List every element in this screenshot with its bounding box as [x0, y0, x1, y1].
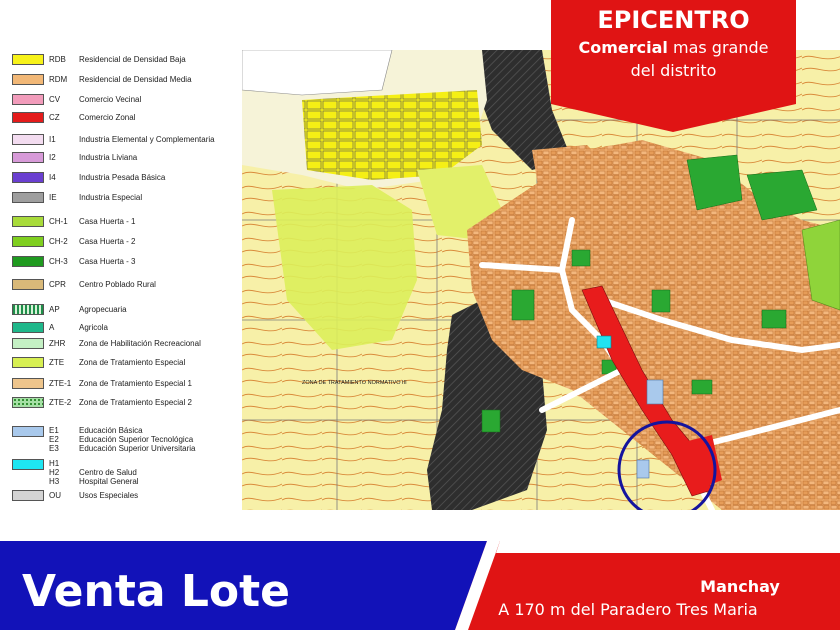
legend-label: Centro Poblado Rural [79, 280, 156, 289]
legend-label: Industria Elemental y Complementaria [79, 135, 215, 144]
legend-swatch [12, 152, 44, 163]
legend-codes [49, 113, 79, 122]
legend-label: Centro de Salud [79, 468, 137, 477]
epicentro-callout [551, 0, 796, 132]
legend-labels [79, 153, 137, 162]
legend-labels [79, 193, 142, 202]
legend-label: Comercio Vecinal [79, 95, 142, 104]
legend-codes [49, 173, 79, 182]
legend-label: Educación Superior Tecnológica [79, 435, 194, 444]
legend-label: Zona de Habilitación Recreacional [79, 339, 201, 348]
legend-code: RDB [49, 55, 66, 64]
legend-code: ZTE-1 [49, 379, 72, 388]
callout-title: EPICENTRO [597, 6, 750, 34]
legend-code: A [49, 323, 55, 332]
legend-codes [49, 459, 79, 486]
legend-swatch [12, 172, 44, 183]
legend-labels [79, 339, 201, 348]
legend-item [12, 378, 192, 389]
legend-label: Educación Superior Universitaria [79, 444, 196, 453]
legend-codes [49, 323, 79, 332]
legend-item [12, 74, 192, 85]
legend-labels [79, 358, 185, 367]
legend-item [12, 152, 137, 163]
legend-code: E2 [49, 435, 59, 444]
callout-line1-rest: mas grande [667, 38, 769, 57]
legend-code: H3 [49, 477, 60, 486]
legend-swatch [12, 192, 44, 203]
legend-code: E1 [49, 426, 59, 435]
legend-labels [79, 75, 192, 84]
legend-labels [79, 257, 135, 266]
legend-labels [79, 95, 141, 104]
callout-line1 [551, 38, 796, 57]
legend-label: Zona de Tratamiento Especial [79, 358, 186, 367]
legend-item [12, 216, 135, 227]
legend-codes [49, 55, 79, 64]
legend-code: ZTE-2 [49, 398, 72, 407]
legend-codes [49, 339, 79, 348]
legend-codes [49, 135, 79, 144]
legend-item [12, 236, 135, 247]
legend-code: CH-2 [49, 237, 68, 246]
legend-label: Casa Huerta - 2 [79, 237, 136, 246]
legend-swatch [12, 112, 44, 123]
legend-labels [79, 379, 192, 388]
legend-code: CH-3 [49, 257, 68, 266]
legend-item [12, 459, 139, 486]
legend-item [12, 490, 138, 501]
legend-swatch [12, 378, 44, 389]
legend-swatch [12, 74, 44, 85]
legend-label: Zona de Tratamiento Especial 2 [79, 398, 192, 407]
legend-code: I1 [49, 135, 56, 144]
legend-item [12, 338, 201, 349]
legend-codes [49, 75, 79, 84]
legend-code: CPR [49, 280, 66, 289]
legend-codes [49, 153, 79, 162]
legend-code: H2 [49, 468, 60, 477]
legend-codes [49, 193, 79, 202]
legend-swatch [12, 397, 44, 408]
legend-swatch [12, 490, 44, 501]
legend-code: OU [49, 491, 61, 500]
legend-swatch [12, 338, 44, 349]
legend-label: Comercio Zonal [79, 113, 136, 122]
legend-swatch [12, 256, 44, 267]
legend-labels [79, 55, 186, 64]
legend-labels [79, 426, 196, 453]
legend-swatch [12, 426, 44, 437]
legend-label: Industria Especial [79, 193, 143, 202]
legend-labels [79, 280, 156, 289]
legend-code: IE [49, 193, 57, 202]
legend-labels [79, 398, 192, 407]
legend-swatch [12, 216, 44, 227]
legend-label: Educación Básica [79, 426, 143, 435]
legend-swatch [12, 459, 44, 470]
legend-labels [79, 135, 215, 144]
legend-codes [49, 491, 79, 500]
legend-code: E3 [49, 444, 59, 453]
legend-item [12, 192, 142, 203]
legend-label: Agropecuaria [79, 305, 127, 314]
legend-codes [49, 358, 79, 367]
legend-codes [49, 257, 79, 266]
legend-label: Zona de Tratamiento Especial 1 [79, 379, 192, 388]
legend-swatch [12, 236, 44, 247]
legend-swatch [12, 134, 44, 145]
legend-codes [49, 280, 79, 289]
legend-item [12, 357, 185, 368]
legend-swatch [12, 94, 44, 105]
legend-item [12, 94, 141, 105]
legend-code: H1 [49, 459, 60, 468]
legend-label: Agricola [79, 323, 108, 332]
legend-label: Residencial de Densidad Media [79, 75, 192, 84]
legend-label: Industria Pesada Básica [79, 173, 166, 182]
legend-item [12, 54, 186, 65]
legend-labels [79, 217, 135, 226]
zoning-legend [8, 48, 240, 518]
legend-item [12, 256, 135, 267]
legend-code: RDM [49, 75, 68, 84]
banner-title: Venta Lote [22, 566, 290, 617]
legend-labels [79, 113, 135, 122]
callout-line2: del distrito [630, 61, 717, 80]
legend-codes [49, 237, 79, 246]
legend-item [12, 322, 108, 333]
legend-labels [79, 491, 138, 500]
legend-labels [79, 305, 127, 314]
legend-code: ZHR [49, 339, 66, 348]
legend-swatch [12, 54, 44, 65]
legend-item [12, 112, 135, 123]
legend-code: I2 [49, 153, 56, 162]
legend-codes [49, 398, 79, 407]
legend-labels [79, 173, 165, 182]
legend-swatch [12, 322, 44, 333]
legend-label: Hospital General [79, 477, 139, 486]
legend-codes [49, 379, 79, 388]
banner-distance: A 170 m del Paradero Tres Maria [498, 600, 758, 619]
legend-item [12, 397, 192, 408]
legend-item [12, 134, 215, 145]
legend-code: ZTE [49, 358, 65, 367]
callout-line1-bold: Comercial [578, 38, 668, 57]
legend-item [12, 426, 196, 453]
legend-codes [49, 95, 79, 104]
legend-code: CH-1 [49, 217, 68, 226]
legend-label: Residencial de Densidad Baja [79, 55, 186, 64]
legend-label [79, 459, 139, 468]
legend-labels [79, 237, 135, 246]
legend-code: CZ [49, 113, 60, 122]
legend-codes [49, 217, 79, 226]
legend-label: Casa Huerta - 1 [79, 217, 136, 226]
legend-label: Usos Especiales [79, 491, 139, 500]
zone-annotation: ZONA DE TRATAMIENTO NORMATIVO III [302, 380, 407, 386]
legend-codes [49, 305, 79, 314]
banner-location: Manchay [700, 577, 780, 596]
legend-codes [49, 426, 79, 453]
legend-swatch [12, 304, 44, 315]
legend-item [12, 172, 165, 183]
legend-code: AP [49, 305, 60, 314]
legend-swatch [12, 357, 44, 368]
legend-code: CV [49, 95, 61, 104]
legend-labels [79, 459, 139, 486]
legend-labels [79, 323, 108, 332]
legend-item [12, 304, 127, 315]
legend-label: Industria Liviana [79, 153, 138, 162]
legend-swatch [12, 279, 44, 290]
legend-code: I4 [49, 173, 56, 182]
legend-label: Casa Huerta - 3 [79, 257, 136, 266]
legend-item [12, 279, 156, 290]
